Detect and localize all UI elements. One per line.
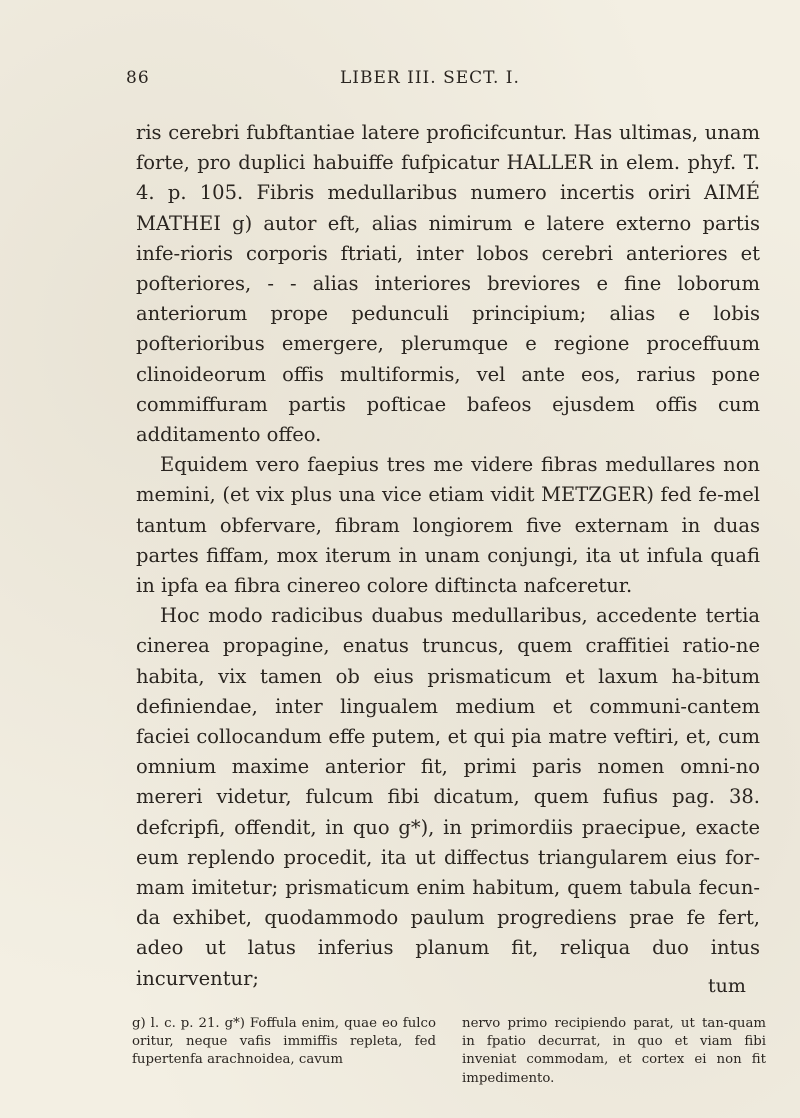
paragraph-2: Equidem vero faepius tres me videre fibras medullares non memini, (et vix plus una vice etiam vidit METZGER) fed fe-mel tantum obfervare, fibram longiorem five externam in duas partes fiffam, mox iterum in unam conjungi, ita ut infula quafi in ipfa ea fibra cinereo colore diftincta nafceretur. bbox=[136, 453, 760, 598]
footnote-left-text: g) l. c. p. 21. g*) Foffula enim, quae eo fulco oritur, neque vafis immiffis repleta, fed fupertenfa arachnoidea, cavum bbox=[132, 1016, 436, 1068]
main-text bbox=[136, 118, 760, 994]
footnote-column-left bbox=[132, 1015, 436, 1088]
page-number: 86 bbox=[126, 68, 150, 88]
footnote-column-right bbox=[462, 1015, 766, 1088]
catchword: tum bbox=[708, 975, 746, 997]
footnotes bbox=[132, 1015, 766, 1088]
paragraph-3: Hoc modo radicibus duabus medullaribus, accedente tertia cinerea propagine, enatus truncus, quem craffitiei ratio-ne habita, vix tamen ob eius prismaticum et laxum ha-bitum definiendae, inter lingualem medium et communi-cantem faciei collocandum effe putem, et qui pia matre veftiri, et, cum omnium maxime anterior fit, primi paris nomen omni-no mereri videtur, fulcum fibi dicatum, quem fufius pag. 38. defcripfi, offendit, in quo g*), in primordiis praecipue, exacte eum replendo procedit, ita ut diffectus triangularem eius for-mam imitetur; prismaticum enim habitum, quem tabula fecun-da exhibet, quodammodo paulum progrediens prae fe fert, adeo ut latus inferius planum fit, reliqua duo intus incurventur; bbox=[136, 604, 760, 990]
footnote-right-text: nervo primo recipiendo parat, ut tan-quam in fpatio decurrat, in quo et viam fibi inveniat commodam, et cortex ei non fit impedimento. bbox=[462, 1016, 766, 1086]
running-head bbox=[126, 68, 686, 92]
running-head-title: LIBER III. SECT. I. bbox=[340, 68, 520, 88]
paragraph-1: ris cerebri fubftantiae latere proficifcuntur. Has ultimas, unam forte, pro duplici habuiffe fufpicatur HALLER in elem. phyf. T. 4. p. 105. Fibris medullaribus numero incertis oriri AIMÉ MATHEI g) autor eft, alias nimirum e latere externo partis infe-rioris corporis ftriati, inter lobos cerebri anteriores et pofteriores, - - alias interiores breviores e fine loborum anteriorum prope pedunculi principium; alias e lobis pofterioribus emergere, plerumque e regione proceffuum clinoideorum offis multiformis, vel ante eos, rarius pone commiffuram partis pofticae bafeos ejusdem offis cum additamento offeo. bbox=[136, 121, 760, 447]
